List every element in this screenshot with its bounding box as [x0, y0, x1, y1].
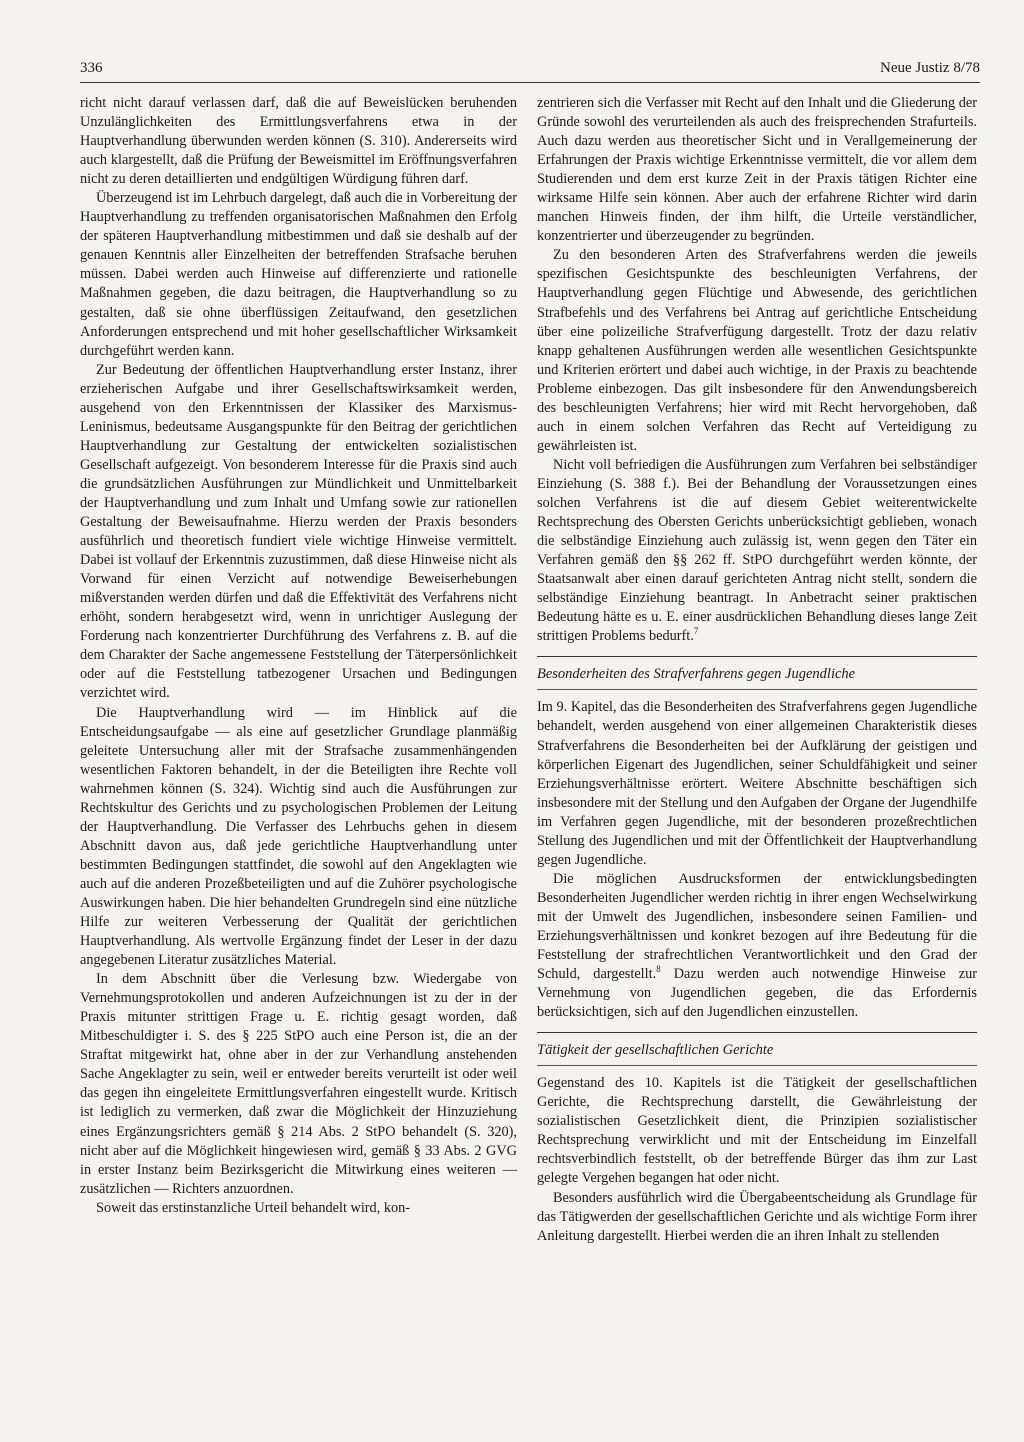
paragraph: Zur Bedeutung der öffentlichen Hauptverhandlung erster Instanz, ihrer erzieherischen Aufgabe und ihrer Gesellschaftswirksamkeit werden, ausgehend von den Erkenntnissen der Klassiker des Marxismus-Leninismus, bedeutsame Ausgangspunkte für den Beitrag der gerichtlichen Hauptverhandlung zur Gestaltung der entwickelten sozialistischen Gesellschaft aufgezeigt. Von besonderem Interesse für die Praxis sind auch die grundsätzlichen Ausführungen zur Mündlichkeit und Unmittelbarkeit der Hauptverhandlung und zum Inhalt und Umfang sowie zur rationellen Gestaltung der Beweisaufnahme. Hierzu werden der Praxis besonders ausführlich und theoretisch fundiert viele wichtige Hinweise vermittelt. Dabei ist vollauf der Erkenntnis zuzustimmen, daß diese Hinweise nicht als Vorwand für einen Verzicht auf notwendige Beweiserhebungen mißverstanden werden dürfen und daß die Effektivität des Verfahrens nicht erhöht, sondern herabgesetzt wird, wenn in unrichtiger Auslegung der Forderung nach konzentrierter Durchführung des Verfahrens z. B. auf die dem Charakter der Sache angemessene Feststellung der Täterpersönlichkeit oder auf die Feststellung tatbezogener Ursachen und Bedingungen verzichtet wird. [80, 361, 517, 702]
paragraph: Die Hauptverhandlung wird — im Hinblick auf die Entscheidungsaufgabe — als eine auf gesetzlicher Grundlage planmäßig geleitete Untersuchung aller mit der Strafsache zusammenhängenden wesentlichen Faktoren behandelt, in der die Beteiligten ihre Rechte voll wahrnehmen können (S. 324). Wichtig sind auch die Ausführungen zur Rechtskultur des Gerichts und zu psychologischen Problemen der Leitung der Hauptverhandlung. Die Verfasser des Lehrbuchs gehen in diesem Abschnitt davon aus, daß jede gerichtliche Hauptverhandlung unter bestimmten Bedingungen stattfindet, die sowohl auf den Angeklagten wie auch auf die anderen Prozeßbeteiligten und auf die Zuhörer psychologische Auswirkungen haben. Die hier behandelten Grundregeln sind eine nützliche Hilfe zur weiteren Verbesserung der Qualität der gerichtlichen Hauptverhandlung. Als wertvolle Ergänzung findet der Leser in der dazu angegebenen Literatur zusätzliches Material. [80, 704, 517, 969]
paragraph-text: Dazu werden auch notwendige Hinweise zur Vernehmung von Jugendlichen gegeben, die das Erfordernis berücksichtigen, sich auf den Jugendlichen einzustellen. [537, 966, 977, 1021]
footnote-ref: 7 [693, 626, 699, 637]
paragraph: Gegenstand des 10. Kapitels ist die Tätigkeit der gesellschaftlichen Gerichte, die Rechtsprechung darstellt, die Gewährleistung der sozialistischen Gesetzlichkeit dient, die Prinzipien sozialistischer Rechtsprechung verwirklicht und mit der Entscheidung im Einzelfall rechtsverbindlich feststellt, ob der betreffende Bürger das ihm zur Last gelegte Vergehen begangen hat oder nicht. [537, 1075, 977, 1187]
right-column [537, 94, 977, 1246]
paragraph: Im 9. Kapitel, das die Besonderheiten des Strafverfahrens gegen Jugendliche behandelt, werden ausgehend von einer allgemeinen Charakteristik dieses Strafverfahrens die Besonderheiten bei der Aufklärung der geistigen und körperlichen Eigenart des Jugendlichen, seiner Schuldfähigkeit und seiner Erziehungsverhältnisse erörtert. Weitere Abschnitte beschäftigen sich insbesondere mit der Stellung und den Aufgaben der Organe der Jugendhilfe im Verfahren gegen Jugendliche, mit der besonderen prozeßrechtlichen Stellung des Jugendlichen und mit der Öffentlichkeit der Hauptverhandlung gegen Jugendliche. [537, 699, 977, 868]
header-rule [80, 82, 980, 83]
paragraph: zentrieren sich die Verfasser mit Recht auf den Inhalt und die Gliederung der Gründe sowohl des verurteilenden als auch des freisprechenden Strafurteils. Auch dazu werden aus theoretischer Sicht und in Verallgemeinerung der Erfahrungen der Praxis wichtige Erkenntnisse vermittelt, die vor allem dem Studierenden und dem erst kurze Zeit in der Praxis tätigen Richter eine wirksame Hilfe sein können. Aber auch der erfahrene Richter wird darin manchen Hinweis finden, der ihm hilft, die Urteile verständlicher, konzentrierter und überzeugender zu begründen. [537, 95, 977, 245]
page-number: 336 [80, 60, 103, 76]
paragraph: In dem Abschnitt über die Verlesung bzw. Wiedergabe von Vernehmungsprotokollen und anderen Aufzeichnungen ist zu der in der Praxis mitunter strittigen Frage u. E. richtig gesagt worden, daß Mitbeschuldigter i. S. des § 225 StPO auch eine Person ist, die an der Straftat mitgewirkt hat, ohne aber in der zur Verhandlung anstehenden Sache Angeklagter zu sein, weil er entweder bereits verurteilt ist oder weil das gegen ihn eingeleitete Ermittlungsverfahren eingestellt wurde. Kritisch ist lediglich zu vermerken, daß zwar die Möglichkeit der Hinzuziehung eines Ergänzungsrichters gemäß § 214 Abs. 2 StPO behandelt (S. 320), nicht aber auf die Möglichkeit hingewiesen wird, gemäß § 33 Abs. 2 GVG in erster Instanz beim Bezirksgericht die Mitwirkung eines weiteren — zusätzlichen — Richters anzuordnen. [80, 971, 517, 1197]
paragraph-text: Die möglichen Ausdrucksformen der entwicklungsbedingten Besonderheiten Jugendlicher werden richtig in ihrer engen Wechselwirkung mit der Umwelt des Jugendlichen, insbesondere seinen Familien- und Erziehungsverhältnissen und konkret bezogen auf ihre Bedeutung für die Feststellung der strafrechtlichen Verantwortlichkeit und den Grad der Schuld, dargestellt. [537, 870, 977, 983]
footnote-ref: 8 [656, 964, 661, 975]
paragraph-text: Nicht voll befriedigen die Ausführungen zum Verfahren bei selbständiger Einziehung (S. 388 f.). Bei der Behandlung der Voraussetzungen eines solchen Verfahrens ist die auf diesem Gebiet weiterentwickelte Rechtsprechung des Obersten Gerichts unberücksichtigt geblieben, wonach die selbständige Einziehung auch zulässig ist, wenn gegen den Täter ein Verfahren gemäß den §§ 262 ff. StPO durchgeführt werden könnte, der Staatsanwalt aber einen darauf gerichteten Antrag nicht stellt, sondern die selbständige Einziehung beantragt. In Anbetracht seiner praktischen Bedeutung hätte es u. E. einer ausdrücklichen Behandlung dieses lange Zeit strittigen Problems bedurft. [537, 456, 977, 645]
left-column [80, 94, 517, 1218]
page-header [80, 60, 980, 84]
paragraph: Zu den besonderen Arten des Strafverfahrens werden die jeweils spezifischen Gesichtspunkte des beschleunigten Verfahrens, der Hauptverhandlung gegen Flüchtige und Abwesende, des gerichtlichen Strafbefehls und des Verfahrens bei Antrag auf gerichtliche Entscheidung über eine polizeiliche Strafverfügung dargestellt. Trotz der dazu relativ knapp gehaltenen Ausführungen werden alle wesentlichen Gesichtspunkte und Kriterien erörtert und dabei auch wichtige, in der Praxis zu beachtende Probleme einbezogen. Das gilt insbesondere für den Anwendungsbereich des beschleunigten Verfahrens; hier wird mit Recht hervorgehoben, daß auch in einem solchen Verfahren das Recht auf Verteidigung zu gewährleisten ist. [537, 247, 977, 454]
section-heading-gerichte: Tätigkeit der gesellschaftlichen Gerichte [537, 1032, 977, 1066]
paragraph: Überzeugend ist im Lehrbuch dargelegt, daß auch die in Vorbereitung der Hauptverhandlung zu treffenden organisatorischen Maßnahmen den Erfolg der späteren Hauptverhandlung mitbestimmen und daß sie deshalb auf der genauen Kenntnis aller Einzelheiten der betreffenden Strafsache beruhen müssen. Dabei werden auch Hinweise auf differenzierte und rationelle Maßnahmen gegeben, die dazu beitragen, die Hauptverhandlung so zu gestalten, daß sie ohne überflüssigen Zeitaufwand, den gesetzlichen Anforderungen entsprechend und mit hoher gesellschaftlicher Wirksamkeit durchgeführt werden kann. [80, 190, 517, 359]
paragraph: Soweit das erstinstanzliche Urteil behandelt wird, kon- [96, 1199, 411, 1216]
paragraph [537, 870, 977, 1022]
paragraph [537, 456, 977, 646]
paragraph: Besonders ausführlich wird die Übergabeentscheidung als Grundlage für das Tätigwerden der gesellschaftlichen Gerichte und als wichtige Form ihrer Anleitung dargestellt. Hierbei werden die an ihren Inhalt zu stellenden [537, 1189, 977, 1244]
section-heading-jugendliche: Besonderheiten des Strafverfahrens gegen Jugendliche [537, 656, 977, 690]
paragraph: richt nicht darauf verlassen darf, daß die auf Beweislücken beruhenden Unzulänglichkeiten des Ermittlungsverfahrens etwa in der Hauptverhandlung überwunden werden können (S. 310). Andererseits wird auch klargestellt, daß die Prüfung der Beweismittel im Eröffnungsverfahren nicht zu deren detaillierten und endgültigen Würdigung führen darf. [80, 95, 517, 188]
journal-title: Neue Justiz 8/78 [880, 60, 980, 76]
